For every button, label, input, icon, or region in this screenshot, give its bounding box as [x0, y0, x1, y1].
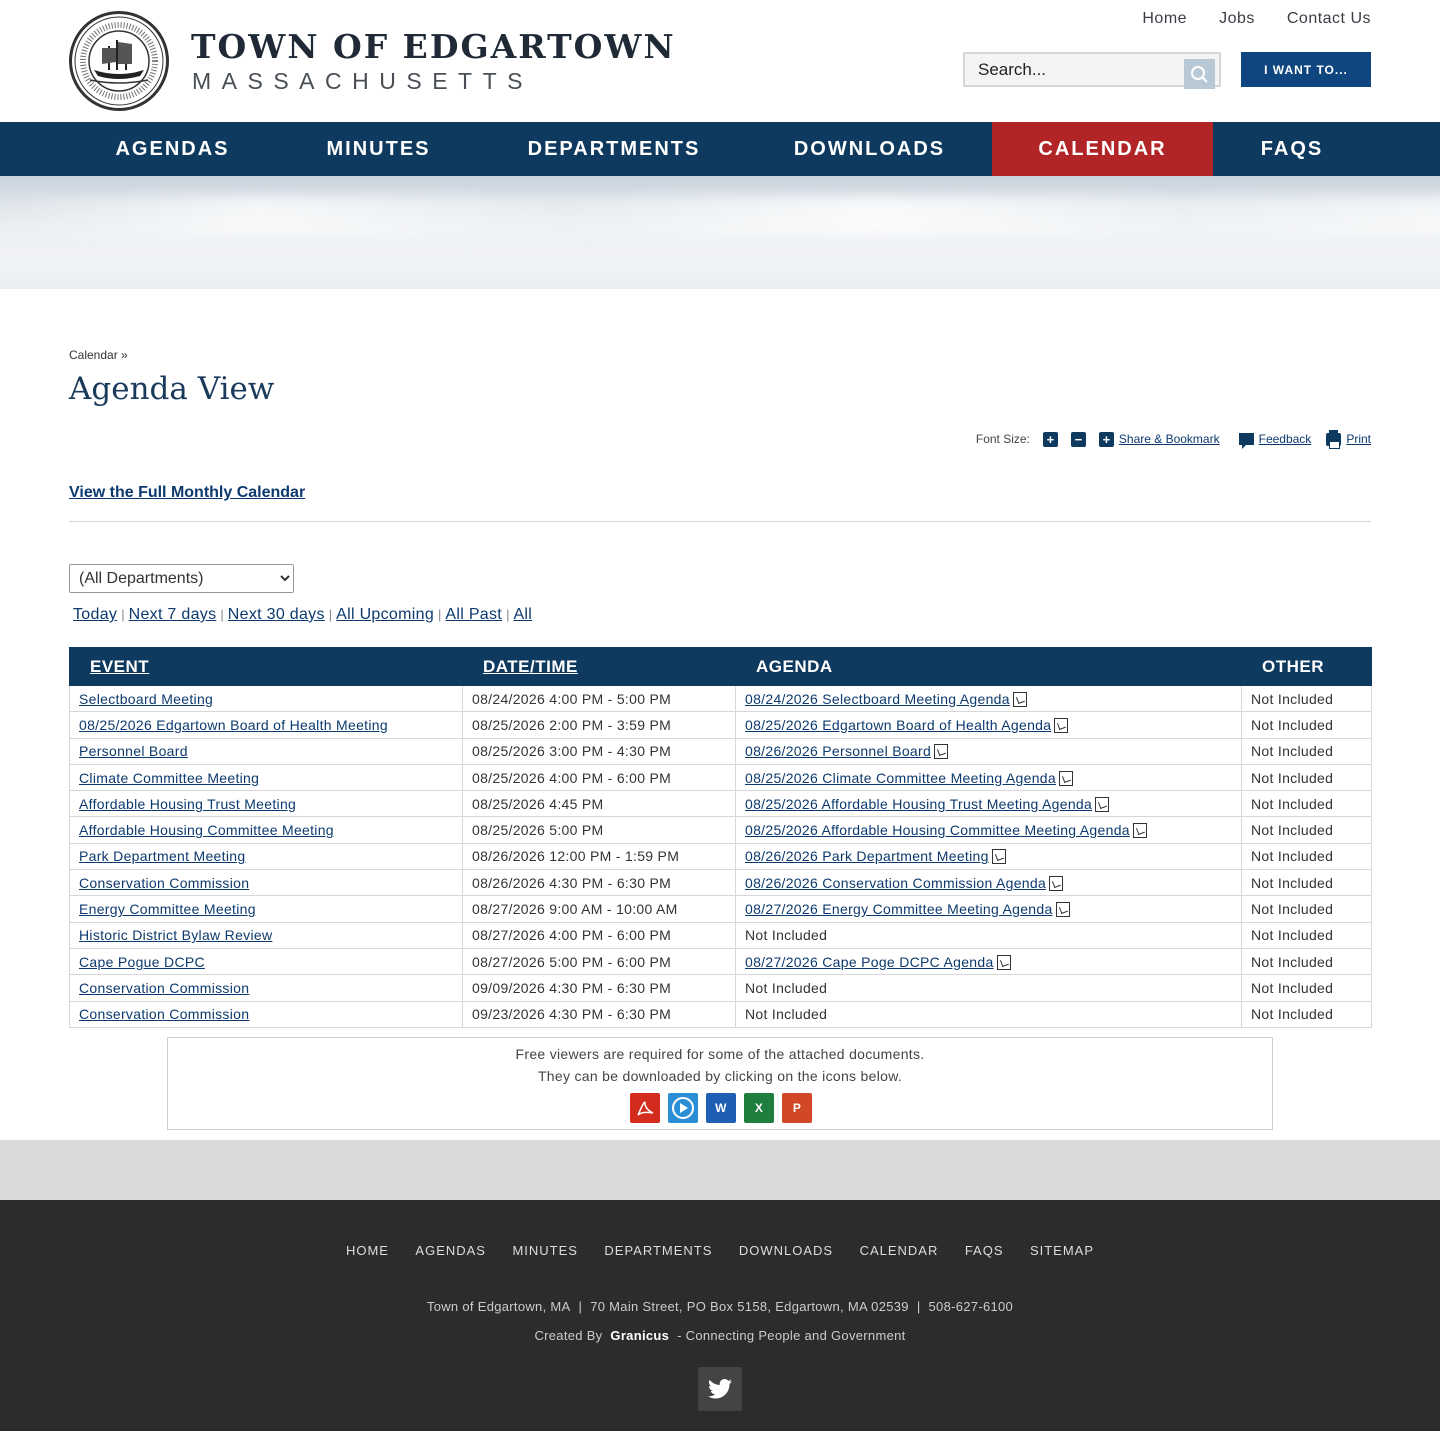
other-cell: Not Included: [1242, 843, 1372, 869]
table-row: [70, 791, 1372, 817]
nav-item-agendas[interactable]: AGENDAS: [115, 138, 230, 160]
agenda-cell: [736, 948, 1242, 974]
pdf-icon[interactable]: [1059, 771, 1073, 786]
sort-datetime-link[interactable]: DATE/TIME: [483, 656, 578, 676]
datetime-cell: 09/09/2026 4:30 PM - 6:30 PM: [463, 975, 736, 1001]
agenda-link[interactable]: 08/25/2026 Climate Committee Meeting Agenda: [745, 769, 1056, 786]
datetime-cell: 08/27/2026 5:00 PM - 6:00 PM: [463, 948, 736, 974]
breadcrumb[interactable]: Calendar »: [69, 348, 128, 362]
other-cell: Not Included: [1242, 764, 1372, 790]
table-row: [70, 896, 1372, 922]
table-row: [70, 870, 1372, 896]
event-link[interactable]: Selectboard Meeting: [79, 690, 214, 707]
datetime-cell: 08/25/2026 3:00 PM - 4:30 PM: [463, 738, 736, 764]
feedback-link[interactable]: Feedback: [1258, 432, 1312, 446]
agenda-text: Not Included: [745, 927, 828, 944]
filter-today[interactable]: Today: [73, 606, 118, 623]
top-link-home[interactable]: Home: [1142, 10, 1188, 27]
twitter-button[interactable]: [698, 1367, 742, 1411]
column-header-other: OTHER: [1242, 648, 1372, 686]
agenda-cell: [736, 896, 1242, 922]
event-cell: [70, 738, 463, 764]
site-footer: [0, 1200, 1440, 1431]
event-link[interactable]: Conservation Commission: [79, 874, 250, 891]
event-link[interactable]: Personnel Board: [79, 743, 188, 760]
agenda-cell: [736, 817, 1242, 843]
datetime-cell: 08/25/2026 4:00 PM - 6:00 PM: [463, 764, 736, 790]
pdf-icon[interactable]: [1049, 876, 1063, 891]
table-row: [70, 712, 1372, 738]
table-row: [70, 1001, 1372, 1027]
datetime-cell: 08/26/2026 12:00 PM - 1:59 PM: [463, 843, 736, 869]
search-input[interactable]: [965, 54, 1181, 85]
pdf-icon[interactable]: [1054, 718, 1068, 733]
viewers-text-line-2: They can be downloaded by clicking on the icons below.: [537, 1068, 903, 1084]
footer-link-departments[interactable]: DEPARTMENTS: [604, 1243, 713, 1258]
event-cell: [70, 843, 463, 869]
event-cell: [70, 712, 463, 738]
nav-item-calendar[interactable]: CALENDAR: [992, 122, 1213, 176]
pdf-icon[interactable]: [1133, 823, 1147, 838]
nav-item-faqs[interactable]: FAQS: [1260, 138, 1324, 160]
main-nav: [0, 122, 1440, 176]
viewer-icons: [630, 1093, 812, 1123]
footer-address: Town of Edgartown, MA | 70 Main Street, PO Box 5158, Edgartown, MA 02539 | 508-627-6100: [426, 1299, 1014, 1314]
other-cell: Not Included: [1242, 896, 1372, 922]
department-select[interactable]: [69, 564, 294, 593]
print-icon: [1326, 433, 1341, 446]
footer-street-address: 70 Main Street, PO Box 5158, Edgartown, MA 02539: [590, 1299, 909, 1314]
footer-credit: [0, 1328, 1440, 1343]
datetime-cell: 08/27/2026 9:00 AM - 10:00 AM: [463, 896, 736, 922]
i-want-to-button[interactable]: I WANT TO...: [1241, 52, 1371, 87]
footer-link-calendar[interactable]: CALENDAR: [859, 1243, 939, 1258]
created-by-label: Created By: [534, 1328, 603, 1343]
gray-separator-band: [0, 1140, 1440, 1200]
search-box: [963, 52, 1221, 87]
footer-link-sitemap[interactable]: SITEMAP: [1029, 1243, 1095, 1258]
footer-link-downloads[interactable]: DOWNLOADS: [738, 1243, 834, 1258]
other-cell: Not Included: [1242, 817, 1372, 843]
footer-link-faqs[interactable]: FAQS: [964, 1243, 1004, 1258]
footer-tagline: - Connecting People and Government: [677, 1328, 906, 1343]
datetime-cell: 08/25/2026 5:00 PM: [463, 817, 736, 843]
other-cell: Not Included: [1242, 870, 1372, 896]
event-cell: [70, 948, 463, 974]
event-cell: [70, 1001, 463, 1027]
nav-item-departments[interactable]: DEPARTMENTS: [527, 138, 701, 160]
agenda-cell: [736, 975, 1242, 1001]
table-row: [70, 817, 1372, 843]
font-increase-icon[interactable]: +: [1043, 432, 1058, 447]
event-cell: [70, 975, 463, 1001]
print-link[interactable]: Print: [1346, 432, 1371, 446]
search-icon: [1184, 59, 1215, 89]
hero-banner-image: [0, 176, 1440, 289]
event-link[interactable]: Affordable Housing Trust Meeting: [79, 795, 297, 812]
site-title[interactable]: TOWN OF EDGARTOWN: [191, 27, 676, 66]
column-header-agenda: AGENDA: [736, 648, 1242, 686]
site-header: [0, 0, 1440, 122]
event-link[interactable]: Climate Committee Meeting: [79, 769, 260, 786]
sort-event-link[interactable]: EVENT: [90, 656, 150, 676]
agenda-cell: [736, 738, 1242, 764]
event-link[interactable]: Conservation Commission: [79, 979, 250, 996]
table-row: [70, 843, 1372, 869]
filter-all-upcoming[interactable]: All Upcoming: [336, 606, 435, 623]
datetime-cell: 08/24/2026 4:00 PM - 5:00 PM: [463, 686, 736, 712]
event-cell: [70, 922, 463, 948]
date-range-filters: Today | Next 7 days | Next 30 days | All Upcoming | All Past | All: [73, 606, 533, 623]
search-button[interactable]: [1184, 59, 1215, 89]
event-link[interactable]: Park Department Meeting: [79, 848, 246, 865]
filter-next-30-days[interactable]: Next 30 days: [227, 606, 325, 623]
table-row: [70, 738, 1372, 764]
pdf-icon[interactable]: [1013, 692, 1027, 707]
nav-item-downloads[interactable]: DOWNLOADS: [793, 138, 946, 160]
filter-all-past[interactable]: All Past: [445, 606, 503, 623]
filter-next-7-days[interactable]: Next 7 days: [128, 606, 217, 623]
agenda-cell: [736, 870, 1242, 896]
event-cell: [70, 791, 463, 817]
agenda-cell: [736, 843, 1242, 869]
utility-links: [1142, 10, 1371, 28]
footer-town-name: Town of Edgartown, MA: [426, 1299, 571, 1314]
agenda-link[interactable]: 08/26/2026 Park Department Meeting: [745, 848, 989, 865]
event-link[interactable]: Energy Committee Meeting: [79, 901, 256, 918]
agenda-cell: [736, 764, 1242, 790]
column-header-datetime[interactable]: [463, 648, 736, 686]
other-cell: Not Included: [1242, 975, 1372, 1001]
event-cell: [70, 817, 463, 843]
top-link-contact-us[interactable]: Contact Us: [1286, 10, 1371, 27]
excel-viewer-icon[interactable]: X: [744, 1093, 774, 1123]
full-monthly-calendar-link[interactable]: View the Full Monthly Calendar: [69, 484, 306, 501]
table-row: [70, 922, 1372, 948]
event-link[interactable]: Conservation Commission: [79, 1006, 250, 1023]
agenda-text: Not Included: [745, 1006, 828, 1023]
other-cell: Not Included: [1242, 712, 1372, 738]
share-plus-icon: +: [1099, 432, 1114, 447]
font-size-label: Font Size:: [975, 432, 1030, 446]
divider: [69, 521, 1371, 522]
other-cell: Not Included: [1242, 791, 1372, 817]
nav-item-minutes[interactable]: MINUTES: [326, 138, 431, 160]
other-cell: Not Included: [1242, 738, 1372, 764]
page-tools: [976, 430, 1371, 448]
other-cell: Not Included: [1242, 1001, 1372, 1027]
event-link[interactable]: Historic District Bylaw Review: [79, 927, 273, 944]
events-table: [69, 647, 1372, 1028]
table-row: [70, 948, 1372, 974]
other-cell: Not Included: [1242, 686, 1372, 712]
other-cell: Not Included: [1242, 948, 1372, 974]
footer-link-home[interactable]: HOME: [345, 1243, 389, 1258]
event-link[interactable]: 08/25/2026 Edgartown Board of Health Meeting: [79, 716, 388, 733]
event-link[interactable]: Cape Pogue DCPC: [79, 953, 205, 970]
column-header-event[interactable]: [70, 648, 463, 686]
town-seal-logo[interactable]: [69, 11, 169, 111]
filter-all[interactable]: All: [513, 606, 533, 623]
datetime-cell: 08/25/2026 4:45 PM: [463, 791, 736, 817]
datetime-cell: 08/26/2026 4:30 PM - 6:30 PM: [463, 870, 736, 896]
font-decrease-icon[interactable]: −: [1071, 432, 1086, 447]
free-viewers-panel: [167, 1037, 1273, 1130]
feedback-icon: [1239, 433, 1254, 445]
agenda-cell: [736, 922, 1242, 948]
page-title: Agenda View: [69, 371, 275, 407]
datetime-cell: 08/25/2026 2:00 PM - 3:59 PM: [463, 712, 736, 738]
footer-link-agendas[interactable]: AGENDAS: [415, 1243, 486, 1258]
footer-nav: [0, 1242, 1440, 1260]
agenda-link[interactable]: 08/27/2026 Cape Poge DCPC Agenda: [745, 953, 994, 970]
pdf-icon[interactable]: [992, 849, 1006, 864]
other-cell: Not Included: [1242, 922, 1372, 948]
pdf-icon[interactable]: [1095, 797, 1109, 812]
site-subtitle: MASSACHUSETTS: [192, 68, 533, 94]
powerpoint-viewer-icon[interactable]: P: [782, 1093, 812, 1123]
datetime-cell: 09/23/2026 4:30 PM - 6:30 PM: [463, 1001, 736, 1027]
pdf-icon[interactable]: [1056, 902, 1070, 917]
event-cell: [70, 764, 463, 790]
event-link[interactable]: Affordable Housing Committee Meeting: [79, 822, 334, 839]
viewers-text-line-1: Free viewers are required for some of the attached documents.: [515, 1046, 925, 1062]
event-cell: [70, 686, 463, 712]
agenda-cell: [736, 1001, 1242, 1027]
top-link-jobs[interactable]: Jobs: [1219, 10, 1255, 27]
agenda-link[interactable]: 08/27/2026 Energy Committee Meeting Agenda: [745, 901, 1053, 918]
word-viewer-icon[interactable]: W: [706, 1093, 736, 1123]
events-table-body: [70, 686, 1372, 1028]
media-player-icon[interactable]: [668, 1093, 698, 1123]
agenda-link[interactable]: 08/26/2026 Conservation Commission Agenda: [745, 874, 1047, 891]
table-header-row: [70, 648, 1372, 686]
agenda-cell: [736, 712, 1242, 738]
table-row: [70, 686, 1372, 712]
table-row: [70, 975, 1372, 1001]
agenda-link[interactable]: 08/25/2026 Affordable Housing Trust Meeting Agenda: [745, 795, 1093, 812]
agenda-text: Not Included: [745, 979, 828, 996]
share-bookmark-link[interactable]: Share & Bookmark: [1118, 432, 1220, 446]
agenda-link[interactable]: 08/24/2026 Selectboard Meeting Agenda: [745, 690, 1010, 707]
agenda-cell: [736, 686, 1242, 712]
event-cell: [70, 896, 463, 922]
footer-link-minutes[interactable]: MINUTES: [512, 1243, 578, 1258]
pdf-icon[interactable]: [934, 744, 948, 759]
acrobat-icon[interactable]: [630, 1093, 660, 1123]
twitter-icon: [708, 1379, 732, 1399]
agenda-link[interactable]: 08/26/2026 Personnel Board: [745, 743, 932, 760]
footer-phone: 508-627-6100: [928, 1299, 1014, 1314]
granicus-link[interactable]: Granicus: [610, 1328, 670, 1343]
event-cell: [70, 870, 463, 896]
agenda-link[interactable]: 08/25/2026 Edgartown Board of Health Agenda: [745, 716, 1052, 733]
agenda-link[interactable]: 08/25/2026 Affordable Housing Committee Meeting Agenda: [745, 822, 1130, 839]
datetime-cell: 08/27/2026 4:00 PM - 6:00 PM: [463, 922, 736, 948]
agenda-cell: [736, 791, 1242, 817]
table-row: [70, 764, 1372, 790]
pdf-icon[interactable]: [997, 955, 1011, 970]
seal-graphic: [72, 14, 166, 108]
